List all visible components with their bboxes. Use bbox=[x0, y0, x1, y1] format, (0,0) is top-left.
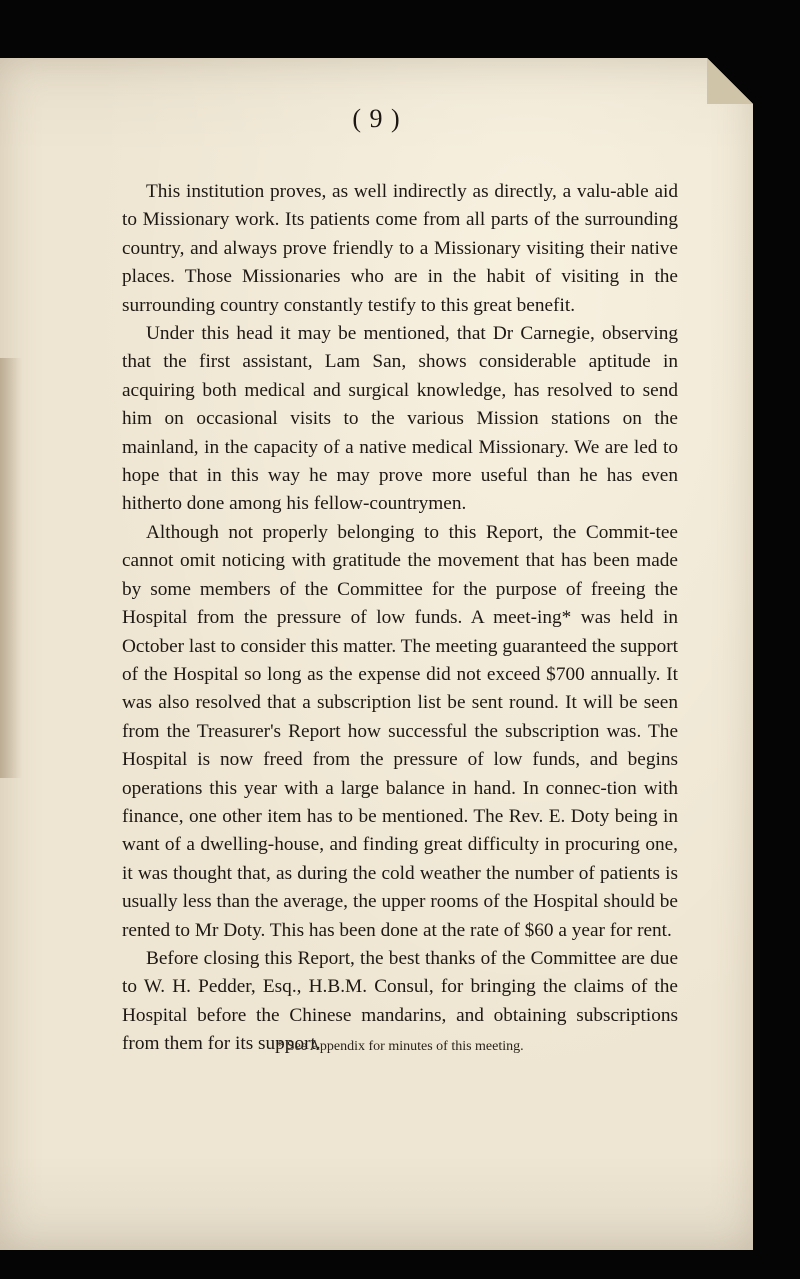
paragraph-1: This institution proves, as well indirectly as directly, a valu-able aid to Missionary work. Its patients come from all parts of the surrounding country, and always prove friendly to a Missionary visiting their native places. Those Missionaries who are in the habit of visiting in the surrounding country constantly testify to this great benefit. bbox=[122, 181, 678, 316]
page-number: ( 9 ) bbox=[352, 104, 401, 133]
body-text bbox=[122, 178, 678, 1059]
page-spine-shadow bbox=[0, 358, 22, 778]
page-corner-curl bbox=[707, 58, 753, 104]
paragraph-4: Before closing this Report, the best thanks of the Committee are due to W. H. Pedder, Esq., H.B.M. Consul, for bringing the claims of the Hospital before the Chinese mandarins, and obtaining subscriptions from them for its support. bbox=[122, 947, 678, 1055]
footnote: * See Appendix for minutes of this meeting. bbox=[276, 1039, 524, 1054]
paragraph-2: Under this head it may be mentioned, that Dr Carnegie, observing that the first assistant, Lam San, shows considerable aptitude in acquiring both medical and surgical knowledge, has resolved to send him on occasional visits to the various Mission stations on the mainland, in the capacity of a native medical Missionary. We are led to hope that in this way he may prove more useful than he has even hitherto done among his fellow-countrymen. bbox=[122, 323, 678, 515]
paragraph-3: Although not properly belonging to this Report, the Commit-tee cannot omit noticing with gratitude the movement that has been made by some members of the Committee for the purpose of freeing the Hospital from the pressure of low funds. A meet-ing* was held in October last to consider this matter. The meeting guaranteed the support of the Hospital so long as the expense did not exceed $700 annually. It was also resolved that a subscription list be sent round. It will be seen from the Treasurer's Report how successful the subscription was. The Hospital is now freed from the pressure of low funds, and begins operations this year with a large balance in hand. In connec-tion with finance, one other item has to be mentioned. The Rev. E. Doty being in want of a dwelling-house, and finding great difficulty in procuring one, it was thought that, as during the cold weather the number of patients is usually less than the average, the upper rooms of the Hospital should be rented to Mr Doty. This has been done at the rate of $60 a year for rent. bbox=[122, 521, 678, 941]
